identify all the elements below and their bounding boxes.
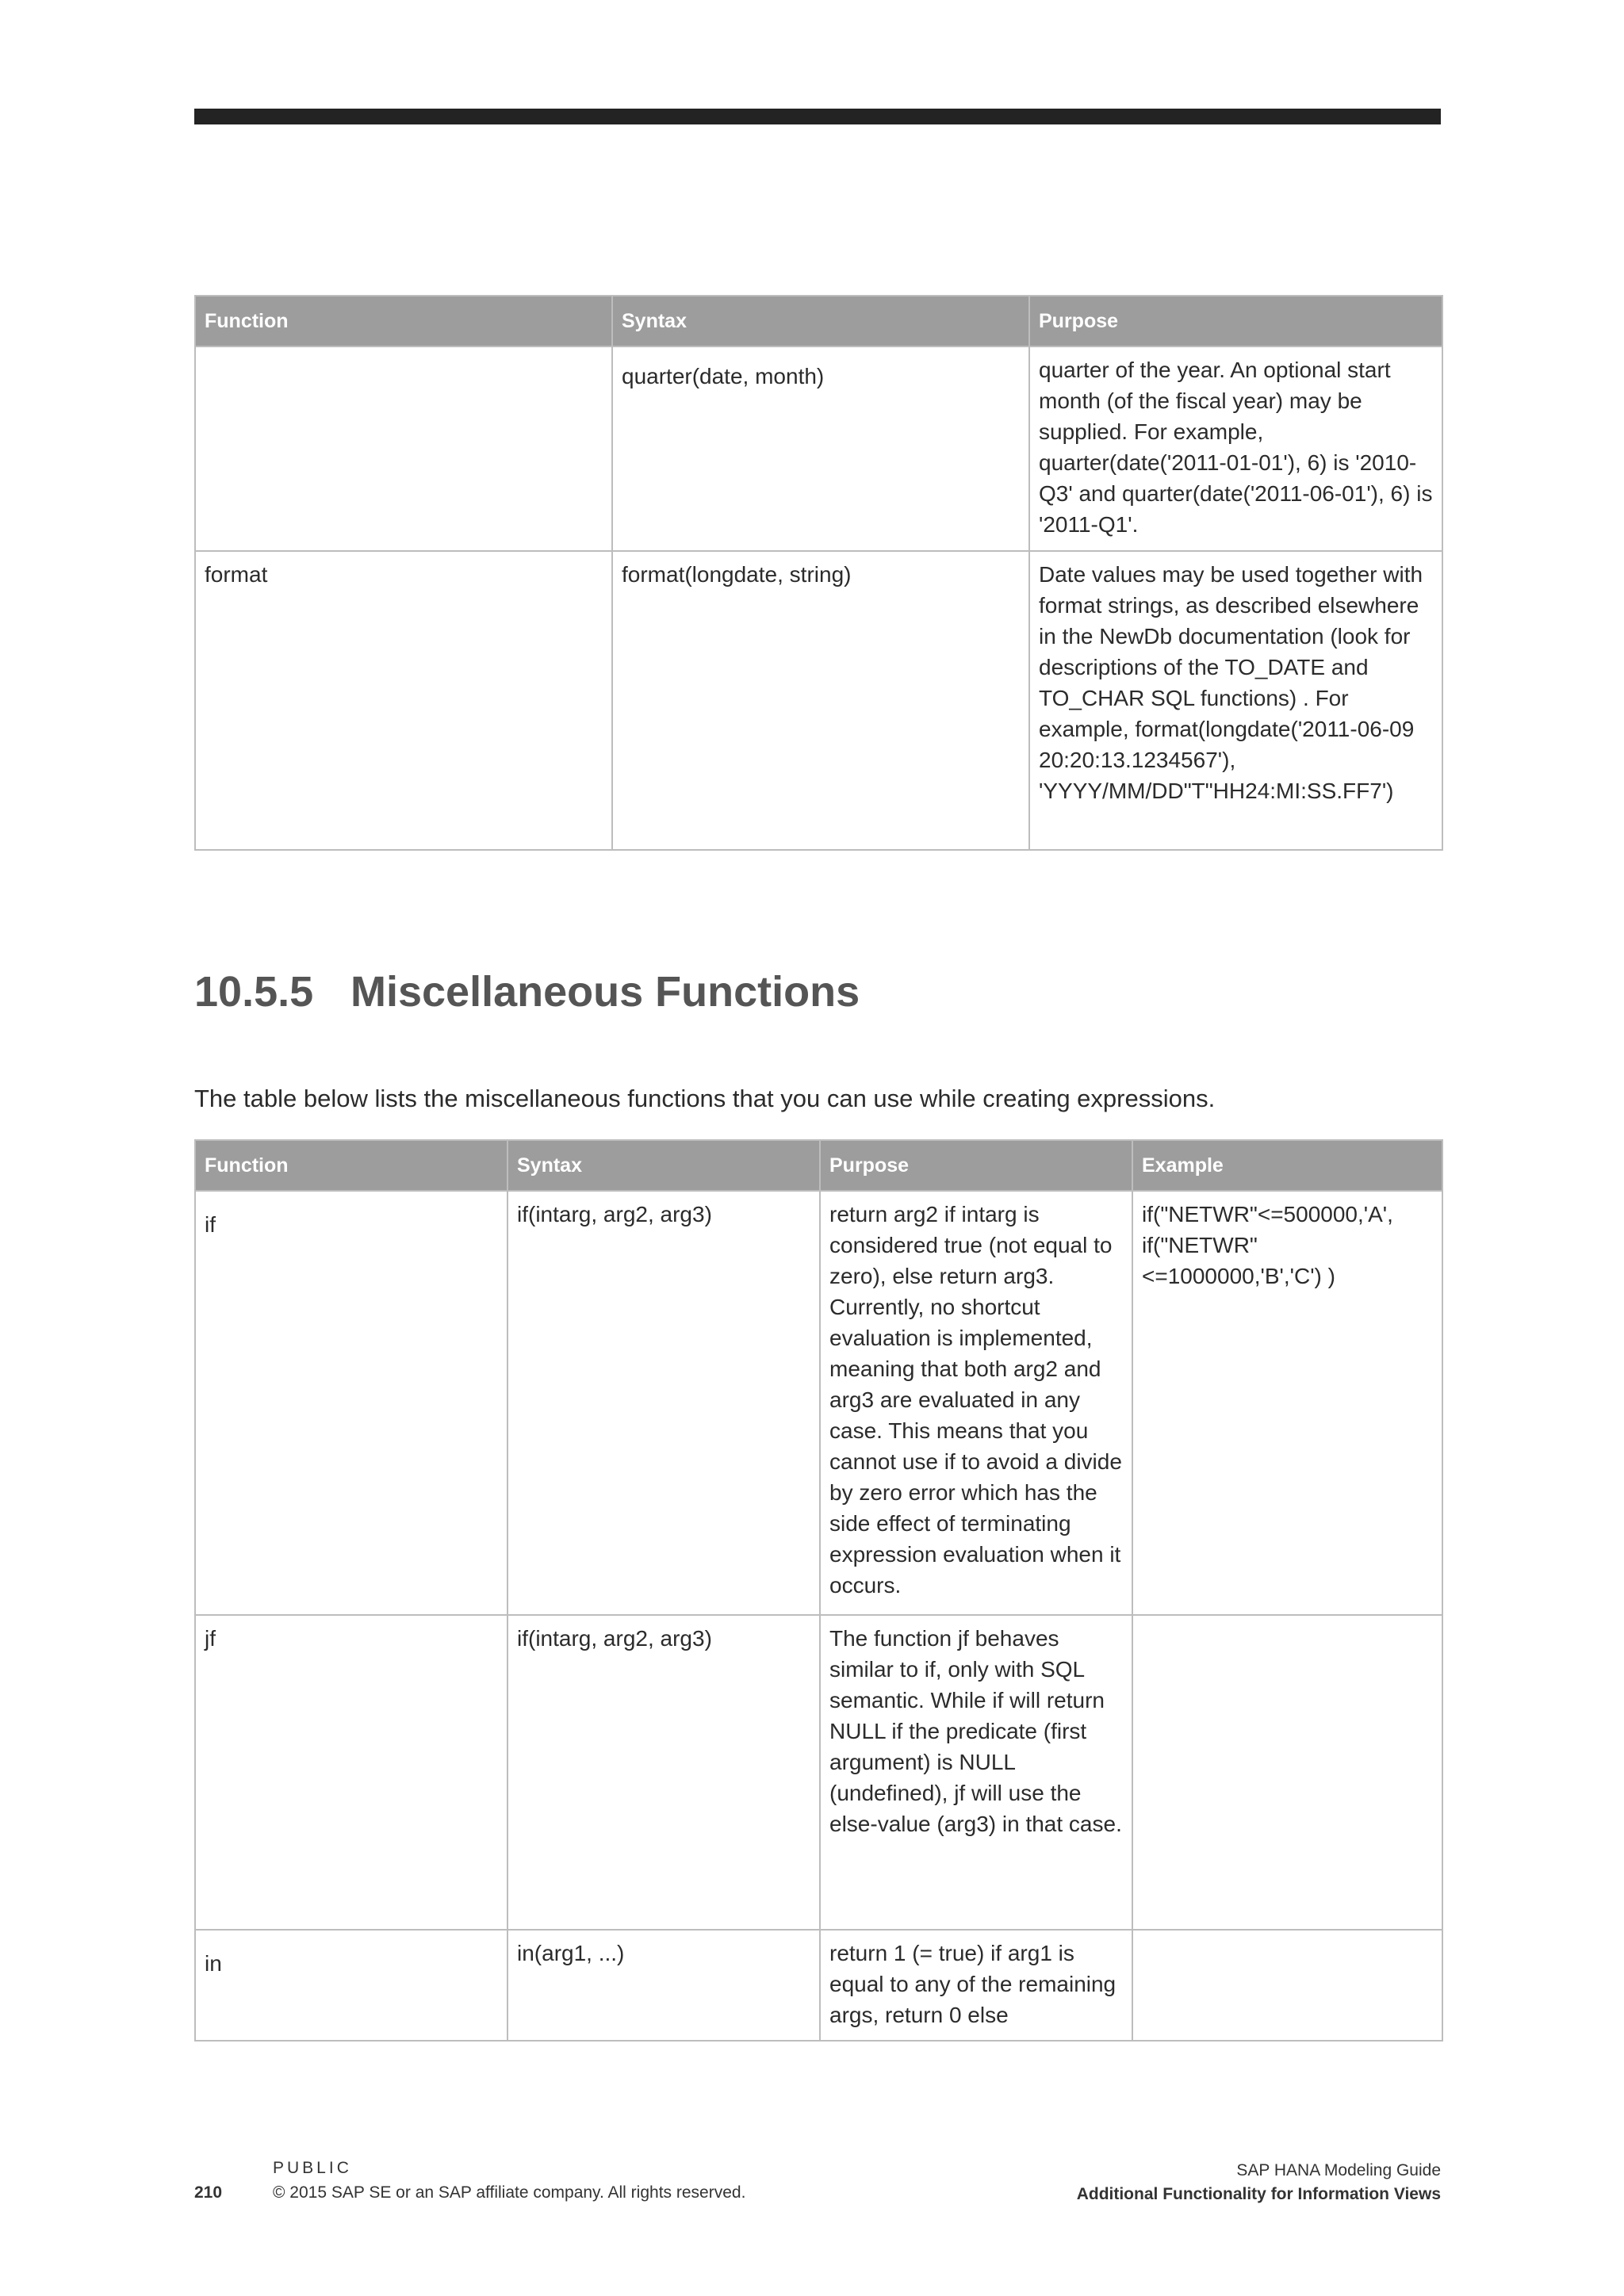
guide-title: SAP HANA Modeling Guide [1236,2161,1441,2179]
function-cell: in [195,1930,508,2041]
purpose-cell: return arg2 if intarg is considered true (not equal to zero), else return arg3. Currently, no shortcut evaluation is implemented, meaning that both arg2 and arg3 are evaluated in any case. This means that you cannot use if to avoid a divide by zero error which has the side effect of terminating expression evaluation when it occurs. [820,1191,1132,1615]
table-header-row [195,1140,1442,1191]
table-row [195,1615,1442,1930]
example-cell [1132,1615,1442,1930]
table-row [195,1930,1442,2041]
example-cell: if("NETWR"<=500000,'A', if("NETWR"<=1000000,'B','C') ) [1132,1191,1442,1615]
section-title: Miscellaneous Functions [350,968,860,1016]
function-cell: format [195,551,612,850]
syntax-cell: in(arg1, ...) [508,1930,820,2041]
top-rule [194,109,1441,124]
classification-label: PUBLIC [273,2159,352,2177]
column-header-syntax: Syntax [508,1140,820,1191]
table-row [195,551,1442,850]
function-cell: if [195,1191,508,1615]
table-row [195,346,1442,551]
column-header-function: Function [195,296,612,346]
page-number: 210 [194,2183,223,2202]
example-cell [1132,1930,1442,2041]
column-header-purpose: Purpose [1029,296,1442,346]
purpose-cell: Date values may be used together with format strings, as described elsewhere in the NewDb documentation (look for descriptions of the TO_DATE and TO_CHAR SQL functions) . For example, format(longdate('2011-06-09 20:20:13.1234567'), 'YYYY/MM/DD"T"HH24:MI:SS.FF7') [1029,551,1442,850]
purpose-cell: return 1 (= true) if arg1 is equal to any of the remaining args, return 0 else [820,1930,1132,2041]
miscellaneous-functions-table [194,1139,1443,2042]
copyright-notice: © 2015 SAP SE or an SAP affiliate company. All rights reserved. [273,2183,746,2202]
chapter-title: Additional Functionality for Information Views [1076,2185,1441,2203]
section-intro: The table below lists the miscellaneous functions that you can use while creating expressions. [194,1085,1216,1112]
table-header-row [195,296,1442,346]
column-header-function: Function [195,1140,508,1191]
syntax-cell: if(intarg, arg2, arg3) [508,1191,820,1615]
section-heading [194,967,860,1016]
syntax-cell: quarter(date, month) [612,346,1029,551]
table-row [195,1191,1442,1615]
section-number: 10.5.5 [194,968,314,1016]
function-cell [195,346,612,551]
syntax-cell: format(longdate, string) [612,551,1029,850]
footer-right [1077,2159,1441,2206]
syntax-cell: if(intarg, arg2, arg3) [508,1615,820,1930]
column-header-purpose: Purpose [820,1140,1132,1191]
column-header-example: Example [1132,1140,1442,1191]
column-header-syntax: Syntax [612,296,1029,346]
date-functions-table-continued [194,295,1443,851]
function-cell: jf [195,1615,508,1930]
purpose-cell: quarter of the year. An optional start month (of the fiscal year) may be supplied. For example, quarter(date('2011-01-01'), 6) is '2010-Q3' and quarter(date('2011-06-01'), 6) is '2011-Q1'. [1029,346,1442,551]
purpose-cell: The function jf behaves similar to if, only with SQL semantic. While if will return NULL if the predicate (first argument) is NULL (undefined), jf will use the else-value (arg3) in that case. [820,1615,1132,1930]
